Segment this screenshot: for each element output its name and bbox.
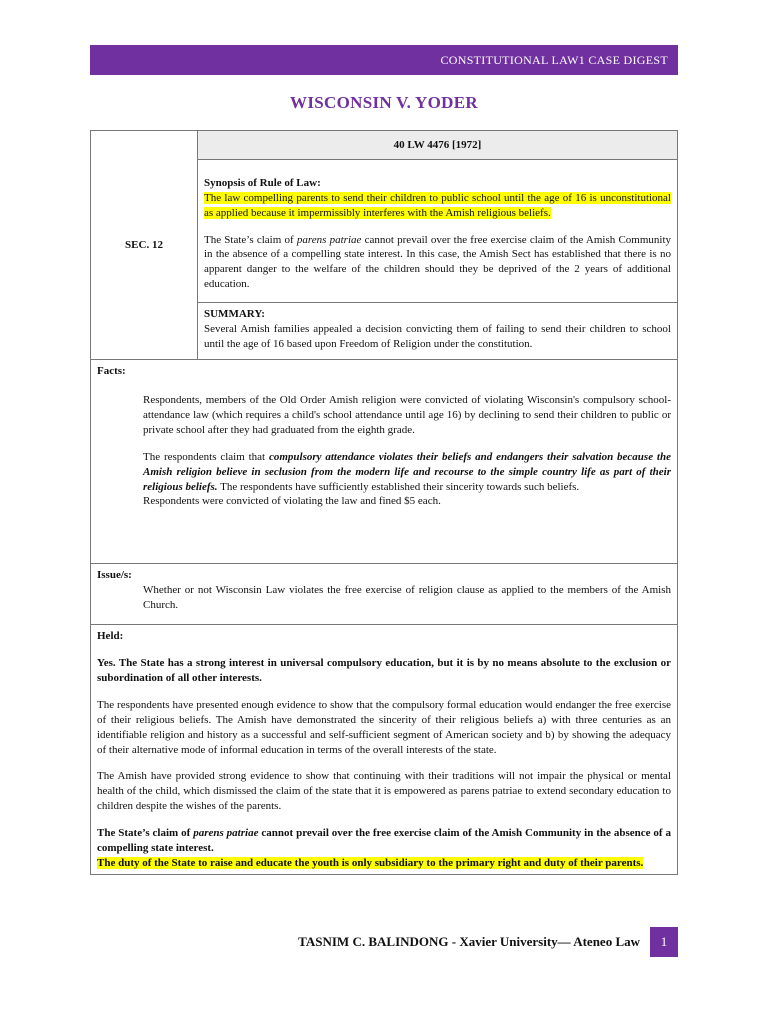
header-bar bbox=[90, 45, 678, 75]
synopsis-cell bbox=[198, 160, 678, 303]
facts-paragraph-2: The respondents claim that compulsory attendance violates their beliefs and endangers their salvation because the Amish religion believe in seclusion from the modern life and recourse to the simple country life as part of their religious beliefs. The respondents have sufficiently established their sincerity towards such beliefs. bbox=[143, 450, 671, 493]
section-cell bbox=[91, 131, 198, 360]
header-label: CONSTITUTIONAL LAW1 CASE DIGEST bbox=[440, 52, 668, 67]
digest-table bbox=[90, 130, 678, 875]
held-label: Held: bbox=[97, 630, 124, 643]
issue-cell bbox=[91, 564, 678, 625]
held-cell bbox=[91, 625, 678, 875]
case-title: WISCONSIN V. YODER bbox=[290, 93, 478, 112]
summary-label: SUMMARY: bbox=[204, 307, 265, 320]
page-number: 1 bbox=[650, 927, 678, 957]
held-paragraph-4: The State’s claim of parens patriae cannot prevail over the free exercise claim of the Amish Community in the absence of a compelling state interest. bbox=[97, 826, 671, 854]
facts-paragraph-1: Respondents, members of the Old Order Amish religion were convicted of violating Wisconsin's compulsory school-attendance law (which requires a child's school attendance until age 16) by declining to send their children to public or private school after they had graduated from the eighth grade. bbox=[143, 394, 671, 436]
summary-cell bbox=[198, 302, 678, 360]
section-label: SEC. 12 bbox=[125, 238, 163, 251]
issue-text: Whether or not Wisconsin Law violates the free exercise of religion clause as applied to the members of the Amish Church. bbox=[143, 584, 671, 612]
held-paragraph-5: The duty of the State to raise and educate the youth is only subsidiary to the primary right and duty of their parents. bbox=[97, 856, 644, 869]
facts-label: Facts: bbox=[97, 365, 126, 378]
held-paragraph-1: Yes. The State has a strong interest in universal compulsory education, but it is by no means absolute to the exclusion or subordination of all other interests. bbox=[97, 657, 671, 685]
summary-text: Several Amish families appealed a decision convicting them of failing to send their children to school until the age of 16 based upon Freedom of Religion under the constitution. bbox=[204, 322, 671, 350]
footer bbox=[90, 927, 678, 957]
synopsis-highlighted: The law compelling parents to send their children to public school until the age of 16 is unconstitutional as applied because it impermissibly interferes with the Amish religious beliefs. bbox=[204, 191, 671, 219]
facts-paragraph-3: Respondents were convicted of violating the law and fined $5 each. bbox=[143, 495, 441, 508]
citation: 40 LW 4476 [1972] bbox=[393, 138, 482, 151]
synopsis-paragraph: The State’s claim of parens patriae cannot prevail over the free exercise claim of the Amish Community in the absence of a compelling state interest. In this case, the Amish Sect has established that there is no apparent danger to the welfare of the children should they be deprived of the 2 years of additional education. bbox=[204, 233, 672, 291]
held-paragraph-3: The Amish have provided strong evidence to show that continuing with their traditions will not impair the physical or mental health of the child, which dismissed the claim of the state that it is empowered as parens patriae to extend secondary education to children despite the wishes of the parents. bbox=[97, 770, 671, 813]
citation-cell bbox=[198, 131, 678, 160]
synopsis-label: Synopsis of Rule of Law: bbox=[204, 177, 321, 189]
facts-cell bbox=[91, 360, 678, 564]
issue-label: Issue/s: bbox=[97, 569, 132, 582]
footer-text: TASNIM C. BALINDONG - Xavier University— Ateneo Law bbox=[298, 934, 640, 949]
held-paragraph-2: The respondents have presented enough evidence to show that the compulsory formal education would endanger the free exercise of their religious beliefs. The Amish have demonstrated the sincerity of their religious beliefs a) with three centuries as an identifiable religion and history as a successful and self-sufficient segment of American society and b) by showing the adequacy of their alternative mode of informal education in terms of the overall interests of the state. bbox=[97, 698, 671, 756]
